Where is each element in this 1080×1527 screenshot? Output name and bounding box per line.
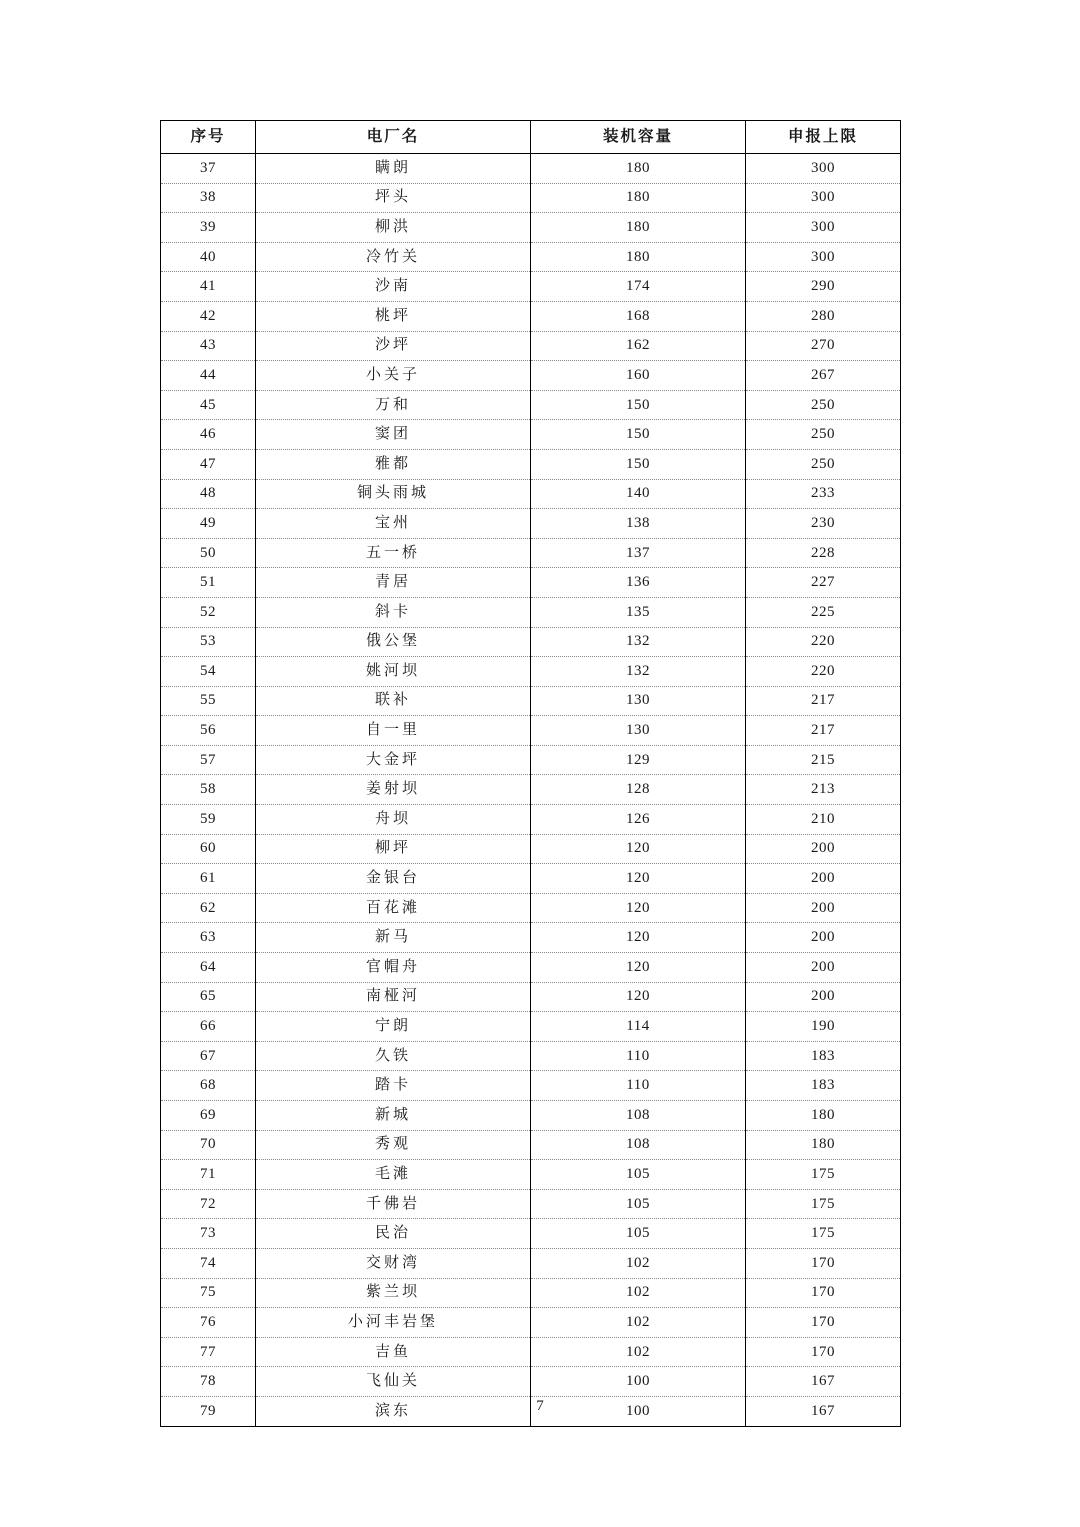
cell-index: 74 bbox=[161, 1248, 256, 1278]
table-row bbox=[161, 301, 901, 331]
cell-plant-name: 宁朗 bbox=[256, 1012, 531, 1042]
cell-index: 37 bbox=[161, 154, 256, 184]
cell-capacity: 120 bbox=[531, 923, 746, 953]
cell-plant-name: 斜卡 bbox=[256, 597, 531, 627]
table-row bbox=[161, 1071, 901, 1101]
table-row bbox=[161, 242, 901, 272]
cell-declaration-limit: 170 bbox=[746, 1308, 901, 1338]
cell-declaration-limit: 183 bbox=[746, 1041, 901, 1071]
cell-plant-name: 瞒朗 bbox=[256, 154, 531, 184]
cell-index: 57 bbox=[161, 745, 256, 775]
table-row bbox=[161, 1308, 901, 1338]
cell-index: 47 bbox=[161, 449, 256, 479]
cell-capacity: 102 bbox=[531, 1248, 746, 1278]
cell-declaration-limit: 250 bbox=[746, 420, 901, 450]
cell-plant-name: 沙南 bbox=[256, 272, 531, 302]
cell-capacity: 120 bbox=[531, 982, 746, 1012]
page-number: 7 bbox=[536, 1398, 544, 1414]
cell-capacity: 137 bbox=[531, 538, 746, 568]
cell-declaration-limit: 267 bbox=[746, 361, 901, 391]
cell-capacity: 180 bbox=[531, 242, 746, 272]
cell-plant-name: 柳洪 bbox=[256, 213, 531, 243]
cell-index: 67 bbox=[161, 1041, 256, 1071]
cell-capacity: 108 bbox=[531, 1101, 746, 1131]
cell-capacity: 110 bbox=[531, 1041, 746, 1071]
cell-plant-name: 青居 bbox=[256, 568, 531, 598]
cell-declaration-limit: 230 bbox=[746, 509, 901, 539]
cell-plant-name: 新城 bbox=[256, 1101, 531, 1131]
cell-capacity: 120 bbox=[531, 834, 746, 864]
table-row bbox=[161, 272, 901, 302]
power-plant-table bbox=[160, 120, 901, 1427]
cell-declaration-limit: 175 bbox=[746, 1189, 901, 1219]
cell-plant-name: 紫兰坝 bbox=[256, 1278, 531, 1308]
cell-declaration-limit: 170 bbox=[746, 1337, 901, 1367]
column-header-index: 序号 bbox=[161, 121, 256, 154]
cell-index: 61 bbox=[161, 864, 256, 894]
table-row bbox=[161, 893, 901, 923]
cell-index: 42 bbox=[161, 301, 256, 331]
cell-declaration-limit: 200 bbox=[746, 923, 901, 953]
cell-plant-name: 姚河坝 bbox=[256, 657, 531, 687]
cell-index: 71 bbox=[161, 1160, 256, 1190]
cell-plant-name: 交财湾 bbox=[256, 1248, 531, 1278]
cell-plant-name: 沙坪 bbox=[256, 331, 531, 361]
table-row bbox=[161, 1278, 901, 1308]
cell-index: 70 bbox=[161, 1130, 256, 1160]
cell-index: 66 bbox=[161, 1012, 256, 1042]
cell-capacity: 135 bbox=[531, 597, 746, 627]
power-plant-table-container bbox=[160, 120, 900, 1427]
cell-declaration-limit: 167 bbox=[746, 1396, 901, 1426]
cell-declaration-limit: 210 bbox=[746, 805, 901, 835]
table-row bbox=[161, 953, 901, 983]
cell-index: 76 bbox=[161, 1308, 256, 1338]
table-row bbox=[161, 1130, 901, 1160]
cell-plant-name: 桃坪 bbox=[256, 301, 531, 331]
cell-plant-name: 官帽舟 bbox=[256, 953, 531, 983]
cell-declaration-limit: 300 bbox=[746, 154, 901, 184]
cell-index: 56 bbox=[161, 716, 256, 746]
table-body bbox=[161, 154, 901, 1427]
cell-plant-name: 姜射坝 bbox=[256, 775, 531, 805]
table-row bbox=[161, 1367, 901, 1397]
table-row bbox=[161, 390, 901, 420]
cell-capacity: 136 bbox=[531, 568, 746, 598]
cell-capacity: 168 bbox=[531, 301, 746, 331]
cell-capacity: 105 bbox=[531, 1189, 746, 1219]
cell-declaration-limit: 200 bbox=[746, 893, 901, 923]
cell-capacity: 120 bbox=[531, 953, 746, 983]
table-row bbox=[161, 1160, 901, 1190]
cell-index: 45 bbox=[161, 390, 256, 420]
cell-plant-name: 小河丰岩堡 bbox=[256, 1308, 531, 1338]
cell-capacity: 128 bbox=[531, 775, 746, 805]
cell-declaration-limit: 227 bbox=[746, 568, 901, 598]
cell-declaration-limit: 170 bbox=[746, 1278, 901, 1308]
cell-declaration-limit: 217 bbox=[746, 686, 901, 716]
cell-capacity: 160 bbox=[531, 361, 746, 391]
cell-index: 62 bbox=[161, 893, 256, 923]
cell-index: 51 bbox=[161, 568, 256, 598]
cell-declaration-limit: 233 bbox=[746, 479, 901, 509]
cell-declaration-limit: 215 bbox=[746, 745, 901, 775]
cell-capacity: 110 bbox=[531, 1071, 746, 1101]
cell-declaration-limit: 225 bbox=[746, 597, 901, 627]
cell-index: 77 bbox=[161, 1337, 256, 1367]
cell-capacity: 138 bbox=[531, 509, 746, 539]
cell-declaration-limit: 217 bbox=[746, 716, 901, 746]
cell-plant-name: 久铁 bbox=[256, 1041, 531, 1071]
cell-capacity: 105 bbox=[531, 1219, 746, 1249]
cell-index: 73 bbox=[161, 1219, 256, 1249]
cell-index: 48 bbox=[161, 479, 256, 509]
cell-plant-name: 联补 bbox=[256, 686, 531, 716]
table-row bbox=[161, 449, 901, 479]
table-row bbox=[161, 1012, 901, 1042]
table-row bbox=[161, 361, 901, 391]
column-header-capacity: 装机容量 bbox=[531, 121, 746, 154]
cell-declaration-limit: 300 bbox=[746, 242, 901, 272]
cell-capacity: 180 bbox=[531, 154, 746, 184]
cell-plant-name: 小关子 bbox=[256, 361, 531, 391]
cell-declaration-limit: 290 bbox=[746, 272, 901, 302]
cell-plant-name: 冷竹关 bbox=[256, 242, 531, 272]
cell-capacity: 100 bbox=[531, 1396, 746, 1426]
cell-declaration-limit: 200 bbox=[746, 982, 901, 1012]
cell-declaration-limit: 180 bbox=[746, 1101, 901, 1131]
cell-index: 63 bbox=[161, 923, 256, 953]
cell-index: 43 bbox=[161, 331, 256, 361]
table-row bbox=[161, 982, 901, 1012]
column-header-plant-name: 电厂名 bbox=[256, 121, 531, 154]
cell-plant-name: 柳坪 bbox=[256, 834, 531, 864]
cell-plant-name: 新马 bbox=[256, 923, 531, 953]
cell-capacity: 130 bbox=[531, 686, 746, 716]
table-row bbox=[161, 686, 901, 716]
cell-index: 72 bbox=[161, 1189, 256, 1219]
cell-capacity: 140 bbox=[531, 479, 746, 509]
table-row bbox=[161, 1219, 901, 1249]
table-row bbox=[161, 597, 901, 627]
cell-declaration-limit: 280 bbox=[746, 301, 901, 331]
cell-index: 54 bbox=[161, 657, 256, 687]
cell-capacity: 100 bbox=[531, 1367, 746, 1397]
cell-index: 39 bbox=[161, 213, 256, 243]
cell-index: 78 bbox=[161, 1367, 256, 1397]
cell-index: 60 bbox=[161, 834, 256, 864]
cell-plant-name: 万和 bbox=[256, 390, 531, 420]
cell-declaration-limit: 175 bbox=[746, 1219, 901, 1249]
cell-plant-name: 吉鱼 bbox=[256, 1337, 531, 1367]
cell-capacity: 150 bbox=[531, 390, 746, 420]
cell-plant-name: 民治 bbox=[256, 1219, 531, 1249]
table-row bbox=[161, 864, 901, 894]
cell-declaration-limit: 167 bbox=[746, 1367, 901, 1397]
cell-index: 65 bbox=[161, 982, 256, 1012]
cell-index: 69 bbox=[161, 1101, 256, 1131]
cell-plant-name: 南桠河 bbox=[256, 982, 531, 1012]
table-row bbox=[161, 479, 901, 509]
table-row bbox=[161, 1041, 901, 1071]
table-row bbox=[161, 420, 901, 450]
cell-plant-name: 飞仙关 bbox=[256, 1367, 531, 1397]
table-row bbox=[161, 183, 901, 213]
cell-index: 64 bbox=[161, 953, 256, 983]
table-row bbox=[161, 1248, 901, 1278]
table-row bbox=[161, 775, 901, 805]
table-row bbox=[161, 154, 901, 184]
cell-index: 75 bbox=[161, 1278, 256, 1308]
cell-capacity: 132 bbox=[531, 657, 746, 687]
cell-declaration-limit: 180 bbox=[746, 1130, 901, 1160]
table-row bbox=[161, 509, 901, 539]
table-row bbox=[161, 568, 901, 598]
cell-plant-name: 金银台 bbox=[256, 864, 531, 894]
table-row bbox=[161, 1189, 901, 1219]
cell-plant-name: 大金坪 bbox=[256, 745, 531, 775]
table-row bbox=[161, 1337, 901, 1367]
cell-capacity: 130 bbox=[531, 716, 746, 746]
table-header bbox=[161, 121, 901, 154]
table-row bbox=[161, 834, 901, 864]
table-row bbox=[161, 923, 901, 953]
cell-declaration-limit: 175 bbox=[746, 1160, 901, 1190]
cell-index: 68 bbox=[161, 1071, 256, 1101]
cell-plant-name: 千佛岩 bbox=[256, 1189, 531, 1219]
table-row bbox=[161, 538, 901, 568]
cell-declaration-limit: 170 bbox=[746, 1248, 901, 1278]
cell-capacity: 102 bbox=[531, 1308, 746, 1338]
cell-declaration-limit: 183 bbox=[746, 1071, 901, 1101]
cell-capacity: 105 bbox=[531, 1160, 746, 1190]
cell-index: 44 bbox=[161, 361, 256, 391]
cell-declaration-limit: 190 bbox=[746, 1012, 901, 1042]
cell-declaration-limit: 270 bbox=[746, 331, 901, 361]
cell-index: 59 bbox=[161, 805, 256, 835]
cell-capacity: 120 bbox=[531, 864, 746, 894]
cell-plant-name: 窦团 bbox=[256, 420, 531, 450]
cell-declaration-limit: 250 bbox=[746, 390, 901, 420]
cell-index: 49 bbox=[161, 509, 256, 539]
cell-capacity: 120 bbox=[531, 893, 746, 923]
cell-plant-name: 百花滩 bbox=[256, 893, 531, 923]
cell-declaration-limit: 220 bbox=[746, 657, 901, 687]
cell-plant-name: 铜头雨城 bbox=[256, 479, 531, 509]
cell-capacity: 126 bbox=[531, 805, 746, 835]
cell-index: 46 bbox=[161, 420, 256, 450]
cell-plant-name: 五一桥 bbox=[256, 538, 531, 568]
cell-capacity: 132 bbox=[531, 627, 746, 657]
column-header-declaration-limit: 申报上限 bbox=[746, 121, 901, 154]
cell-plant-name: 秀观 bbox=[256, 1130, 531, 1160]
cell-index: 38 bbox=[161, 183, 256, 213]
cell-plant-name: 坪头 bbox=[256, 183, 531, 213]
cell-capacity: 180 bbox=[531, 183, 746, 213]
table-header-row bbox=[161, 121, 901, 154]
cell-declaration-limit: 300 bbox=[746, 213, 901, 243]
table-row bbox=[161, 627, 901, 657]
cell-capacity: 150 bbox=[531, 449, 746, 479]
cell-index: 58 bbox=[161, 775, 256, 805]
table-row bbox=[161, 805, 901, 835]
cell-plant-name: 宝州 bbox=[256, 509, 531, 539]
cell-capacity: 114 bbox=[531, 1012, 746, 1042]
cell-plant-name: 雅都 bbox=[256, 449, 531, 479]
cell-index: 55 bbox=[161, 686, 256, 716]
cell-plant-name: 舟坝 bbox=[256, 805, 531, 835]
cell-index: 40 bbox=[161, 242, 256, 272]
table-row bbox=[161, 1101, 901, 1131]
cell-plant-name: 俄公堡 bbox=[256, 627, 531, 657]
cell-declaration-limit: 200 bbox=[746, 953, 901, 983]
cell-plant-name: 自一里 bbox=[256, 716, 531, 746]
cell-declaration-limit: 200 bbox=[746, 834, 901, 864]
table-row bbox=[161, 331, 901, 361]
table-row bbox=[161, 745, 901, 775]
cell-capacity: 162 bbox=[531, 331, 746, 361]
cell-index: 41 bbox=[161, 272, 256, 302]
cell-index: 50 bbox=[161, 538, 256, 568]
cell-declaration-limit: 228 bbox=[746, 538, 901, 568]
cell-capacity: 102 bbox=[531, 1278, 746, 1308]
cell-capacity: 102 bbox=[531, 1337, 746, 1367]
cell-declaration-limit: 213 bbox=[746, 775, 901, 805]
cell-capacity: 150 bbox=[531, 420, 746, 450]
table-row bbox=[161, 657, 901, 687]
cell-capacity: 180 bbox=[531, 213, 746, 243]
cell-index: 79 bbox=[161, 1396, 256, 1426]
table-row bbox=[161, 213, 901, 243]
table-row bbox=[161, 716, 901, 746]
cell-declaration-limit: 200 bbox=[746, 864, 901, 894]
cell-plant-name: 毛滩 bbox=[256, 1160, 531, 1190]
cell-capacity: 174 bbox=[531, 272, 746, 302]
cell-capacity: 108 bbox=[531, 1130, 746, 1160]
cell-plant-name: 踏卡 bbox=[256, 1071, 531, 1101]
cell-plant-name: 滨东 bbox=[256, 1396, 531, 1426]
cell-declaration-limit: 250 bbox=[746, 449, 901, 479]
cell-index: 53 bbox=[161, 627, 256, 657]
cell-declaration-limit: 220 bbox=[746, 627, 901, 657]
cell-capacity: 129 bbox=[531, 745, 746, 775]
cell-declaration-limit: 300 bbox=[746, 183, 901, 213]
cell-index: 52 bbox=[161, 597, 256, 627]
